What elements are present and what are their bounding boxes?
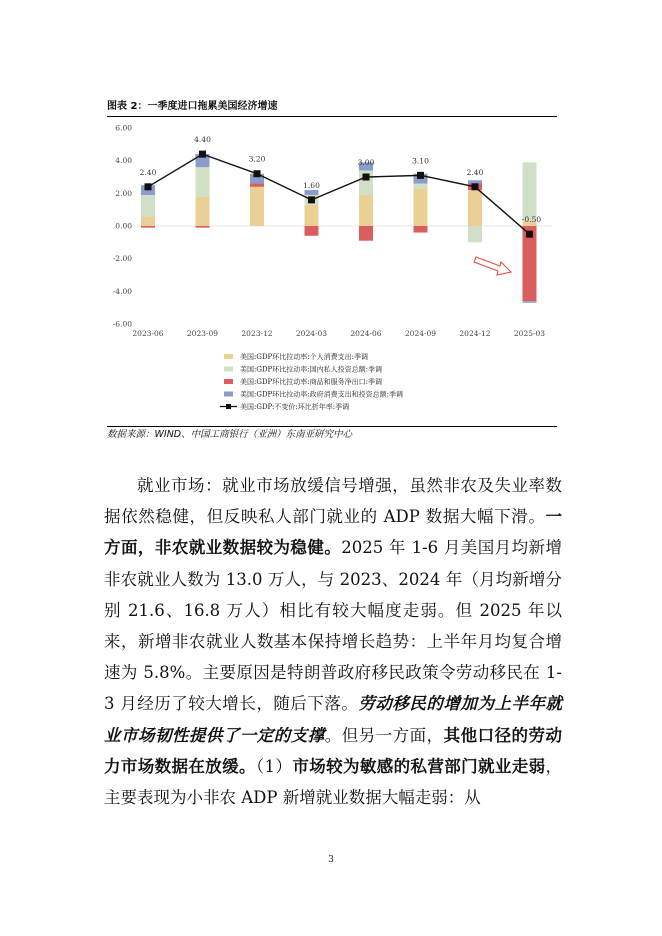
bar-consumption (414, 188, 428, 226)
bar-government (468, 180, 482, 183)
data-label: 1.60 (303, 180, 320, 190)
figure-title: 图表 2：一季度进口拖累美国经济增速 (107, 100, 557, 117)
body-paragraph (104, 470, 562, 813)
bar-consumption (468, 190, 482, 226)
legend-label: 美国:GDP环比拉动率:政府消费支出和投资总额:季调 (240, 390, 403, 399)
data-label: 2.40 (139, 167, 157, 177)
y-tick-label: 0.00 (115, 221, 132, 231)
chart-legend (220, 352, 403, 411)
bar-investment (414, 184, 428, 189)
bar-investment (196, 167, 210, 196)
bar-consumption (196, 197, 210, 226)
adp-details: ，主要表现为小非农 ADP 新增就业数据大幅走弱：从 (104, 756, 563, 808)
data-label: 3.20 (248, 154, 266, 164)
x-tick-label: 2024-12 (459, 329, 491, 338)
bar-net_exports (250, 184, 264, 187)
gdp-growth-marker (417, 172, 424, 179)
nonfarm-details: 2025 年 1-6 月美国月均新增非农就业人数为 13.0 万人，与 2023、2024 年（月均新增分别 21.6、16.8 万人）相比有较大幅度走弱。但 2025 年以来，新增非农就业人数基本保持增长趋势：上半年月均复合增速为 5.8%。主要原因是特朗普政府移民政策令劳动移民在 1-3 月经历了较大增长，随后下落。 (104, 538, 563, 714)
x-tick-label: 2024-09 (404, 329, 437, 338)
gdp-contribution-chart (100, 118, 560, 428)
bar-net_exports (359, 226, 373, 241)
legend-swatch-marker (226, 404, 231, 409)
paragraph-lead: 就业市场：就业市场放缓信号增强，虽然非农及失业率数据依然稳健，但反映私人部门就业的 ADP 数据大幅下滑。 (104, 476, 562, 527)
chart-svg (100, 118, 560, 428)
legend-label: 美国:GDP环比拉动率:商品和服务净出口:季调 (240, 378, 382, 386)
x-tick-label: 2025-03 (513, 329, 546, 338)
gdp-growth-marker (308, 196, 315, 203)
y-tick-label: -4.00 (112, 286, 132, 296)
gdp-growth-marker (145, 183, 152, 190)
bar-consumption (305, 205, 319, 226)
x-tick-label: 2023-12 (241, 329, 273, 338)
gdp-growth-marker (363, 174, 370, 181)
bar-investment (523, 162, 537, 221)
arrow-icon (474, 257, 511, 275)
bar-consumption (141, 216, 155, 226)
gdp-growth-marker (254, 170, 261, 177)
bar-consumption (359, 195, 373, 226)
y-tick-label: 6.00 (115, 123, 132, 133)
item-number: （1） (255, 756, 293, 776)
bold-other-data-slowing: 其他口径的劳动力市场数据在放缓。 (104, 725, 563, 776)
bar-government (523, 301, 537, 303)
y-tick-label: -6.00 (112, 319, 132, 329)
bar-investment (141, 195, 155, 216)
x-tick-label: 2023-06 (132, 329, 164, 338)
legend-swatch (224, 392, 233, 397)
legend-swatch (224, 367, 233, 372)
bold-private-sector-weak: 市场较为敏感的私营部门就业走弱 (292, 756, 546, 776)
legend-swatch (224, 379, 233, 384)
gdp-growth-marker (526, 231, 533, 238)
gdp-growth-marker (472, 183, 479, 190)
bar-net_exports (305, 226, 319, 236)
italic-migration-support: 劳动移民的增加为上半年就业市场韧性提供了一定的支撑 (104, 694, 562, 745)
y-tick-label: 2.00 (115, 188, 132, 198)
legend-label: 美国:GDP:不变价:环比折年率:季调 (240, 403, 350, 411)
page-number: 3 (328, 855, 334, 865)
data-label: 4.40 (194, 135, 211, 145)
bar-government (305, 190, 319, 195)
bar-consumption (250, 187, 264, 226)
legend-swatch (224, 354, 233, 359)
bar-investment (468, 226, 482, 242)
data-label: -0.50 (521, 215, 542, 225)
legend-label: 美国:GDP环比拉动率:国内私人投资总额:季调 (240, 365, 382, 374)
bar-net_exports (196, 226, 210, 228)
gdp-growth-marker (199, 151, 206, 158)
bold-nonfarm-stable: 一方面，非农就业数据较为稳健。 (104, 507, 562, 558)
x-tick-label: 2024-03 (295, 329, 328, 338)
transition-text: 。但另一方面， (324, 725, 444, 745)
x-tick-label: 2023-09 (186, 329, 219, 338)
y-tick-label: -2.00 (112, 254, 132, 264)
data-label: 3.10 (412, 156, 429, 166)
x-tick-label: 2024-06 (350, 329, 382, 338)
data-label: 2.40 (466, 167, 484, 177)
data-label: 3.00 (357, 158, 375, 167)
figure-source: 数据来源：WIND、中国工商银行（亚洲）东南亚研究中心 (107, 426, 557, 441)
bar-net_exports (414, 226, 428, 233)
annotation-arrow (474, 257, 511, 275)
bar-net_exports (141, 226, 155, 228)
legend-label: 美国:GDP环比拉动率:个人消费支出:季调 (240, 353, 368, 361)
y-tick-label: 4.00 (115, 156, 132, 166)
